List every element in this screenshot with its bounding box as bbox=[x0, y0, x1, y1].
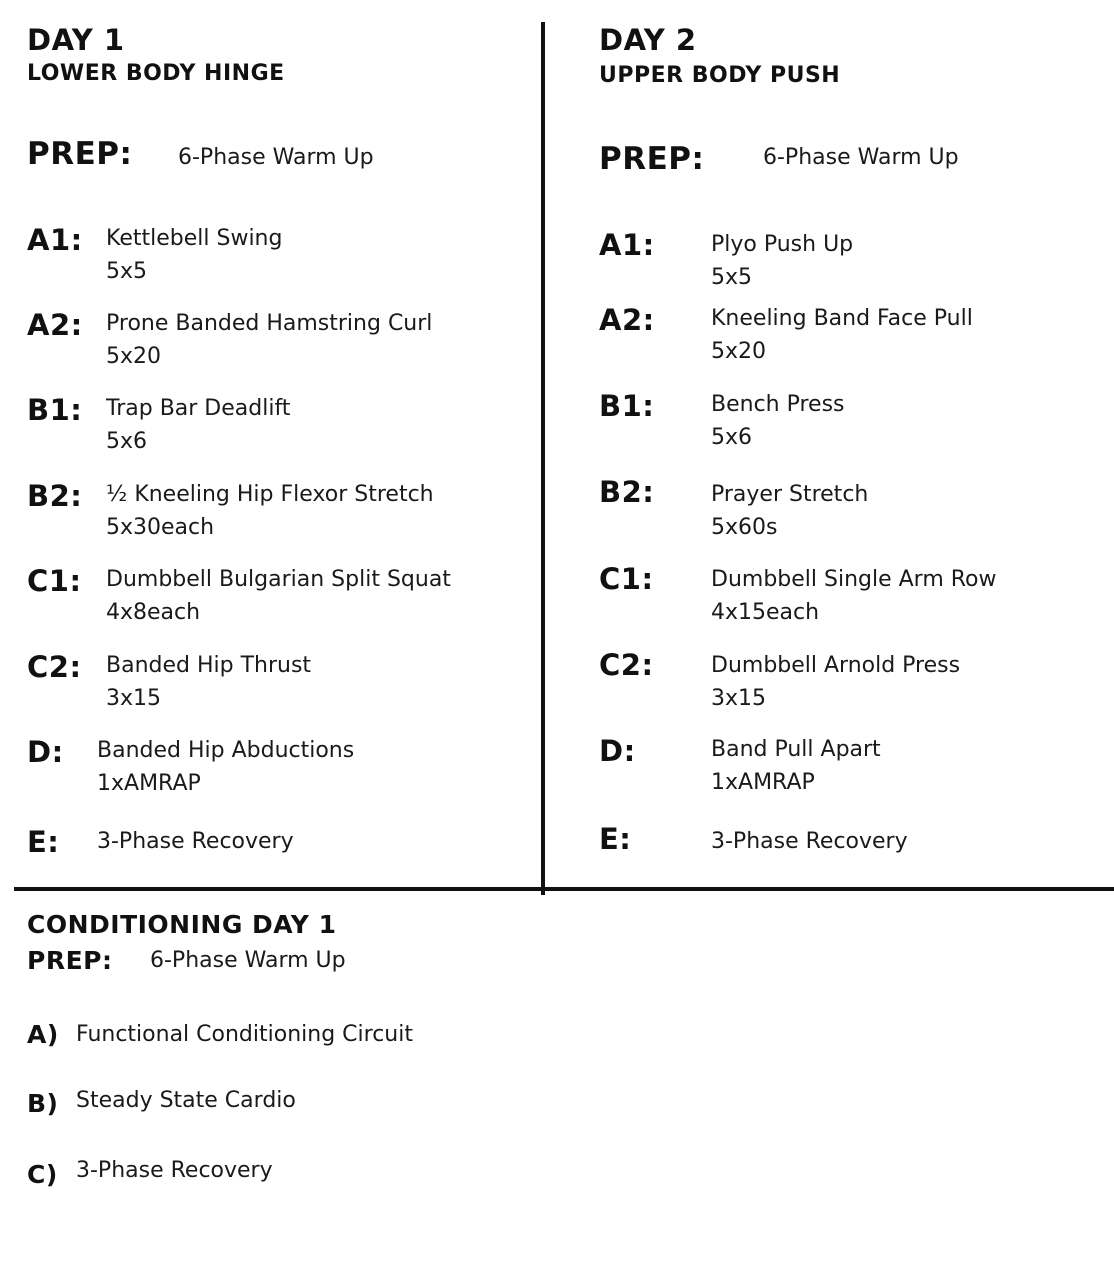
day2-scheme-c2: 3x15 bbox=[711, 686, 767, 711]
day2-name-c1: Dumbbell Single Arm Row bbox=[711, 567, 997, 592]
day2-code-a1: A1: bbox=[599, 228, 655, 262]
day1-subtitle: LOWER BODY HINGE bbox=[27, 61, 285, 86]
day1-name-b2: ½ Kneeling Hip Flexor Stretch bbox=[106, 482, 434, 507]
day2-name-b1: Bench Press bbox=[711, 392, 845, 417]
day1-name-a1: Kettlebell Swing bbox=[106, 226, 283, 251]
day2-name-b2: Prayer Stretch bbox=[711, 482, 869, 507]
day2-name-d: Band Pull Apart bbox=[711, 737, 881, 762]
day1-prep-text: 6-Phase Warm Up bbox=[178, 145, 374, 170]
conditioning-title: CONDITIONING DAY 1 bbox=[27, 910, 337, 939]
conditioning-item-b: Steady State Cardio bbox=[76, 1088, 296, 1113]
day1-code-b2: B2: bbox=[27, 479, 83, 513]
day1-name-c1: Dumbbell Bulgarian Split Squat bbox=[106, 567, 451, 592]
day1-code-a1: A1: bbox=[27, 223, 83, 257]
day1-scheme-a1: 5x5 bbox=[106, 259, 148, 284]
day1-title: DAY 1 bbox=[27, 23, 125, 57]
day2-subtitle: UPPER BODY PUSH bbox=[599, 63, 841, 88]
day2-name-a1: Plyo Push Up bbox=[711, 232, 854, 257]
day1-code-b1: B1: bbox=[27, 393, 83, 427]
day1-name-d: Banded Hip Abductions bbox=[97, 738, 355, 763]
day2-code-b1: B1: bbox=[599, 389, 655, 423]
day2-scheme-a2: 5x20 bbox=[711, 339, 767, 364]
day2-scheme-b1: 5x6 bbox=[711, 425, 753, 450]
day1-scheme-b1: 5x6 bbox=[106, 429, 148, 454]
day2-code-c1: C1: bbox=[599, 562, 654, 596]
day1-name-e: 3-Phase Recovery bbox=[97, 829, 294, 854]
conditioning-code-a: A) bbox=[27, 1020, 59, 1049]
day2-name-c2: Dumbbell Arnold Press bbox=[711, 653, 961, 678]
day1-code-c1: C1: bbox=[27, 564, 82, 598]
day2-code-b2: B2: bbox=[599, 475, 655, 509]
day1-name-c2: Banded Hip Thrust bbox=[106, 653, 312, 678]
day1-code-c2: C2: bbox=[27, 650, 82, 684]
day2-scheme-a1: 5x5 bbox=[711, 265, 753, 290]
day2-scheme-d: 1xAMRAP bbox=[711, 770, 815, 795]
day1-scheme-b2: 5x30each bbox=[106, 515, 215, 540]
day2-scheme-c1: 4x15each bbox=[711, 600, 820, 625]
day2-title: DAY 2 bbox=[599, 23, 697, 57]
conditioning-code-c: C) bbox=[27, 1160, 58, 1189]
day2-code-a2: A2: bbox=[599, 303, 655, 337]
day1-scheme-c2: 3x15 bbox=[106, 686, 162, 711]
conditioning-item-c: 3-Phase Recovery bbox=[76, 1158, 273, 1183]
section-divider bbox=[14, 887, 1114, 891]
day1-code-d: D: bbox=[27, 735, 64, 769]
day1-scheme-a2: 5x20 bbox=[106, 344, 162, 369]
day1-name-b1: Trap Bar Deadlift bbox=[106, 396, 291, 421]
day2-scheme-b2: 5x60s bbox=[711, 515, 778, 540]
day1-scheme-d: 1xAMRAP bbox=[97, 771, 201, 796]
conditioning-prep-label: PREP: bbox=[27, 946, 113, 975]
conditioning-item-a: Functional Conditioning Circuit bbox=[76, 1022, 413, 1047]
conditioning-code-b: B) bbox=[27, 1089, 59, 1118]
day1-prep-label: PREP: bbox=[27, 136, 133, 172]
conditioning-prep-text: 6-Phase Warm Up bbox=[150, 948, 346, 973]
day2-name-a2: Kneeling Band Face Pull bbox=[711, 306, 973, 331]
day1-code-a2: A2: bbox=[27, 308, 83, 342]
day2-code-d: D: bbox=[599, 734, 636, 768]
day1-name-a2: Prone Banded Hamstring Curl bbox=[106, 311, 433, 336]
day2-code-e: E: bbox=[599, 822, 632, 856]
day2-prep-label: PREP: bbox=[599, 141, 705, 177]
day2-name-e: 3-Phase Recovery bbox=[711, 829, 908, 854]
day1-scheme-c1: 4x8each bbox=[106, 600, 201, 625]
day2-prep-text: 6-Phase Warm Up bbox=[763, 145, 959, 170]
day2-code-c2: C2: bbox=[599, 648, 654, 682]
day1-code-e: E: bbox=[27, 825, 60, 859]
column-divider bbox=[541, 22, 545, 895]
